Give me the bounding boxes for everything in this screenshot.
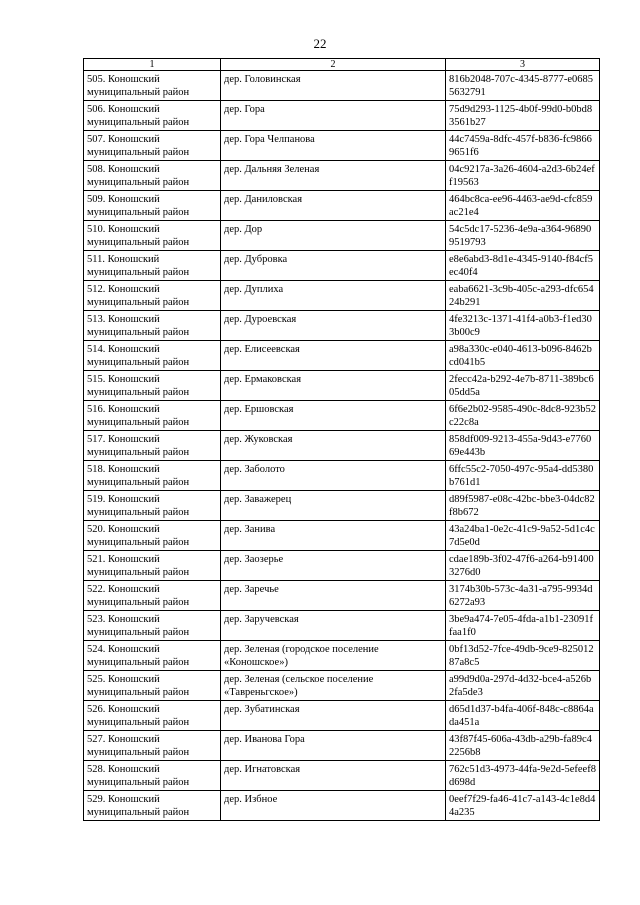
district-cell [84,461,221,491]
guid-cell-text: 4fe3213c-1371-41f4-a0b3-f1ed303b00c9 [449,314,592,338]
guid-cell-text: a99d9d0a-297d-4d32-bce4-a526b2fa5de3 [449,674,592,698]
guid-cell-text: 3174b30b-573c-4a31-a795-9934d6272a93 [449,584,593,608]
table-header-row [84,59,600,71]
settlement-name-cell [221,191,446,221]
district-cell-text: 514. Коношский муниципальный район [87,344,190,368]
column-header-1: 1 [84,59,221,71]
district-cell-text: 515. Коношский муниципальный район [87,374,190,398]
table-row [84,761,600,791]
settlement-name-cell-text: дер. Дальняя Зеленая [224,164,320,175]
settlement-name-cell-text: дер. Ермаковская [224,374,302,385]
settlement-name-cell-text: дер. Зеленая (сельское поселение «Тавреньгское») [224,674,374,698]
district-cell [84,671,221,701]
guid-cell-text: d65d1d37-b4fa-406f-848c-c8864ada451a [449,704,594,728]
guid-cell [446,731,600,761]
settlement-name-cell-text: дер. Жуковская [224,434,293,445]
district-cell-text: 529. Коношский муниципальный район [87,794,190,818]
settlement-name-cell-text: дер. Заболото [224,464,285,475]
settlement-name-cell [221,581,446,611]
table-row [84,191,600,221]
table-row [84,641,600,671]
guid-cell-text: 3be9a474-7e05-4fda-a1b1-23091ffaa1f0 [449,614,594,638]
district-cell-text: 511. Коношский муниципальный район [87,254,190,278]
settlement-name-cell [221,401,446,431]
guid-cell-text: 816b2048-707c-4345-8777-e06855632791 [449,74,594,98]
guid-cell-text: e8e6abd3-8d1e-4345-9140-f84cf5ec40f4 [449,254,594,278]
guid-cell [446,791,600,821]
settlement-name-cell [221,671,446,701]
district-cell [84,131,221,161]
settlement-name-cell [221,731,446,761]
district-cell-text: 525. Коношский муниципальный район [87,674,190,698]
settlement-name-cell-text: дер. Головинская [224,74,301,85]
settlement-name-cell [221,701,446,731]
guid-cell [446,551,600,581]
district-cell [84,371,221,401]
settlement-name-cell [221,71,446,101]
settlement-name-cell-text: дер. Ершовская [224,404,294,415]
district-cell-text: 507. Коношский муниципальный район [87,134,190,158]
settlement-name-cell [221,611,446,641]
district-cell-text: 520. Коношский муниципальный район [87,524,190,548]
guid-cell [446,641,600,671]
guid-cell [446,221,600,251]
settlement-name-cell-text: дер. Игнатовская [224,764,301,775]
guid-cell-text: 464bc8ca-ee96-4463-ae9d-cfc859ac21e4 [449,194,593,218]
settlement-name-cell [221,431,446,461]
guid-cell [446,191,600,221]
table-row [84,431,600,461]
district-cell-text: 505. Коношский муниципальный район [87,74,190,98]
guid-cell-text: 04c9217a-3a26-4604-a2d3-6b24eff19563 [449,164,595,188]
table-row [84,551,600,581]
settlement-name-cell [221,551,446,581]
guid-cell-text: cdae189b-3f02-47f6-a264-b914003276d0 [449,554,594,578]
district-cell [84,611,221,641]
district-cell [84,521,221,551]
guid-cell [446,491,600,521]
table-row [84,101,600,131]
district-cell [84,251,221,281]
table-row [84,311,600,341]
district-cell [84,71,221,101]
district-cell [84,221,221,251]
table-row [84,791,600,821]
district-cell-text: 517. Коношский муниципальный район [87,434,190,458]
table-row [84,371,600,401]
table-row [84,461,600,491]
settlement-name-cell-text: дер. Занива [224,524,276,535]
settlement-name-cell [221,251,446,281]
guid-cell-text: eaba6621-3c9b-405c-a293-dfc65424b291 [449,284,594,308]
table-row [84,131,600,161]
guid-cell [446,461,600,491]
settlement-name-cell-text: дер. Зеленая (городское поселение «Коношское») [224,644,379,668]
guid-cell-text: 0eef7f29-fa46-41c7-a143-4c1e8d44a235 [449,794,596,818]
district-cell-text: 509. Коношский муниципальный район [87,194,190,218]
guid-cell-text: a98a330c-e040-4613-b096-8462bcd041b5 [449,344,592,368]
guid-cell [446,251,600,281]
district-cell [84,401,221,431]
district-cell-text: 521. Коношский муниципальный район [87,554,190,578]
settlement-name-cell [221,131,446,161]
guid-cell-text: 54c5dc17-5236-4e9a-a364-968909519793 [449,224,592,248]
table-row [84,611,600,641]
settlement-name-cell [221,491,446,521]
settlement-name-cell [221,761,446,791]
settlement-name-cell [221,341,446,371]
table-row [84,521,600,551]
district-cell [84,101,221,131]
table-row [84,251,600,281]
district-cell [84,491,221,521]
table-row [84,731,600,761]
column-header-2: 2 [221,59,446,71]
district-cell [84,791,221,821]
settlement-name-cell [221,371,446,401]
district-cell-text: 527. Коношский муниципальный район [87,734,190,758]
settlement-name-cell-text: дер. Гора [224,104,265,115]
district-cell-text: 506. Коношский муниципальный район [87,104,190,128]
guid-cell-text: 762c51d3-4973-44fa-9e2d-5efeef8d698d [449,764,596,788]
settlement-name-cell [221,311,446,341]
district-cell [84,551,221,581]
district-cell-text: 528. Коношский муниципальный район [87,764,190,788]
guid-cell [446,671,600,701]
settlement-name-cell-text: дер. Дуроевская [224,314,297,325]
guid-cell-text: 6ffc55c2-7050-497c-95a4-dd5380b761d1 [449,464,594,488]
guid-cell-text: 43f87f45-606a-43db-a29b-fa89c42256b8 [449,734,592,758]
district-cell [84,761,221,791]
district-cell-text: 519. Коношский муниципальный район [87,494,190,518]
district-cell [84,731,221,761]
guid-cell-text: 858df009-9213-455a-9d43-e776069e443b [449,434,592,458]
guid-cell [446,701,600,731]
settlement-name-cell-text: дер. Избное [224,794,278,805]
settlement-name-cell-text: дер. Дор [224,224,263,235]
settlement-name-cell [221,161,446,191]
guid-cell [446,161,600,191]
registry-table [83,58,600,821]
column-header-3: 3 [446,59,600,71]
settlement-name-cell-text: дер. Дуплиха [224,284,284,295]
table-row [84,281,600,311]
district-cell [84,281,221,311]
district-cell-text: 508. Коношский муниципальный район [87,164,190,188]
guid-cell [446,341,600,371]
settlement-name-cell [221,521,446,551]
settlement-name-cell [221,101,446,131]
page-number: 22 [313,36,327,51]
guid-cell [446,311,600,341]
guid-cell [446,71,600,101]
district-cell [84,701,221,731]
settlement-name-cell-text: дер. Даниловская [224,194,303,205]
settlement-name-cell-text: дер. Дубровка [224,254,288,265]
table-row [84,491,600,521]
settlement-name-cell-text: дер. Заозерье [224,554,284,565]
settlement-name-cell [221,791,446,821]
district-cell [84,161,221,191]
district-cell-text: 524. Коношский муниципальный район [87,644,190,668]
district-cell-text: 522. Коношский муниципальный район [87,584,190,608]
settlement-name-cell [221,221,446,251]
guid-cell-text: 43a24ba1-0e2c-41c9-9a52-5d1c4c7d5e0d [449,524,595,548]
guid-cell-text: d89f5987-e08c-42bc-bbe3-04dc82f8b672 [449,494,595,518]
guid-cell-text: 75d9d293-1125-4b0f-99d0-b0bd83561b27 [449,104,593,128]
district-cell-text: 513. Коношский муниципальный район [87,314,190,338]
district-cell-text: 518. Коношский муниципальный район [87,464,190,488]
settlement-name-cell [221,461,446,491]
table-row [84,71,600,101]
settlement-name-cell [221,281,446,311]
district-cell-text: 510. Коношский муниципальный район [87,224,190,248]
table-row [84,701,600,731]
guid-cell [446,371,600,401]
settlement-name-cell [221,641,446,671]
guid-cell [446,431,600,461]
guid-cell [446,611,600,641]
settlement-name-cell-text: дер. Гора Челпанова [224,134,315,145]
table-row [84,161,600,191]
district-cell [84,641,221,671]
guid-cell [446,581,600,611]
guid-cell [446,521,600,551]
guid-cell-text: 44c7459a-8dfc-457f-b836-fc98669651f6 [449,134,592,158]
district-cell-text: 512. Коношский муниципальный район [87,284,190,308]
guid-cell [446,281,600,311]
table-row [84,671,600,701]
district-cell-text: 516. Коношский муниципальный район [87,404,190,428]
settlement-name-cell-text: дер. Заручевская [224,614,299,625]
district-cell-text: 526. Коношский муниципальный район [87,704,190,728]
district-cell [84,311,221,341]
table-row [84,401,600,431]
guid-cell [446,761,600,791]
guid-cell [446,401,600,431]
district-cell-text: 523. Коношский муниципальный район [87,614,190,638]
table-row [84,221,600,251]
settlement-name-cell-text: дер. Иванова Гора [224,734,305,745]
table-row [84,581,600,611]
settlement-name-cell-text: дер. Зубатинская [224,704,300,715]
district-cell [84,191,221,221]
table-row [84,341,600,371]
guid-cell [446,101,600,131]
settlement-name-cell-text: дер. Заважерец [224,494,292,505]
district-cell [84,431,221,461]
district-cell [84,341,221,371]
guid-cell [446,131,600,161]
guid-cell-text: 6f6e2b02-9585-490c-8dc8-923b52c22c8a [449,404,596,428]
guid-cell-text: 2fecc42a-b292-4e7b-8711-389bc605dd5a [449,374,594,398]
settlement-name-cell-text: дер. Елисеевская [224,344,300,355]
district-cell [84,581,221,611]
settlement-name-cell-text: дер. Заречье [224,584,279,595]
guid-cell-text: 0bf13d52-7fce-49db-9ce9-82501287a8c5 [449,644,594,668]
